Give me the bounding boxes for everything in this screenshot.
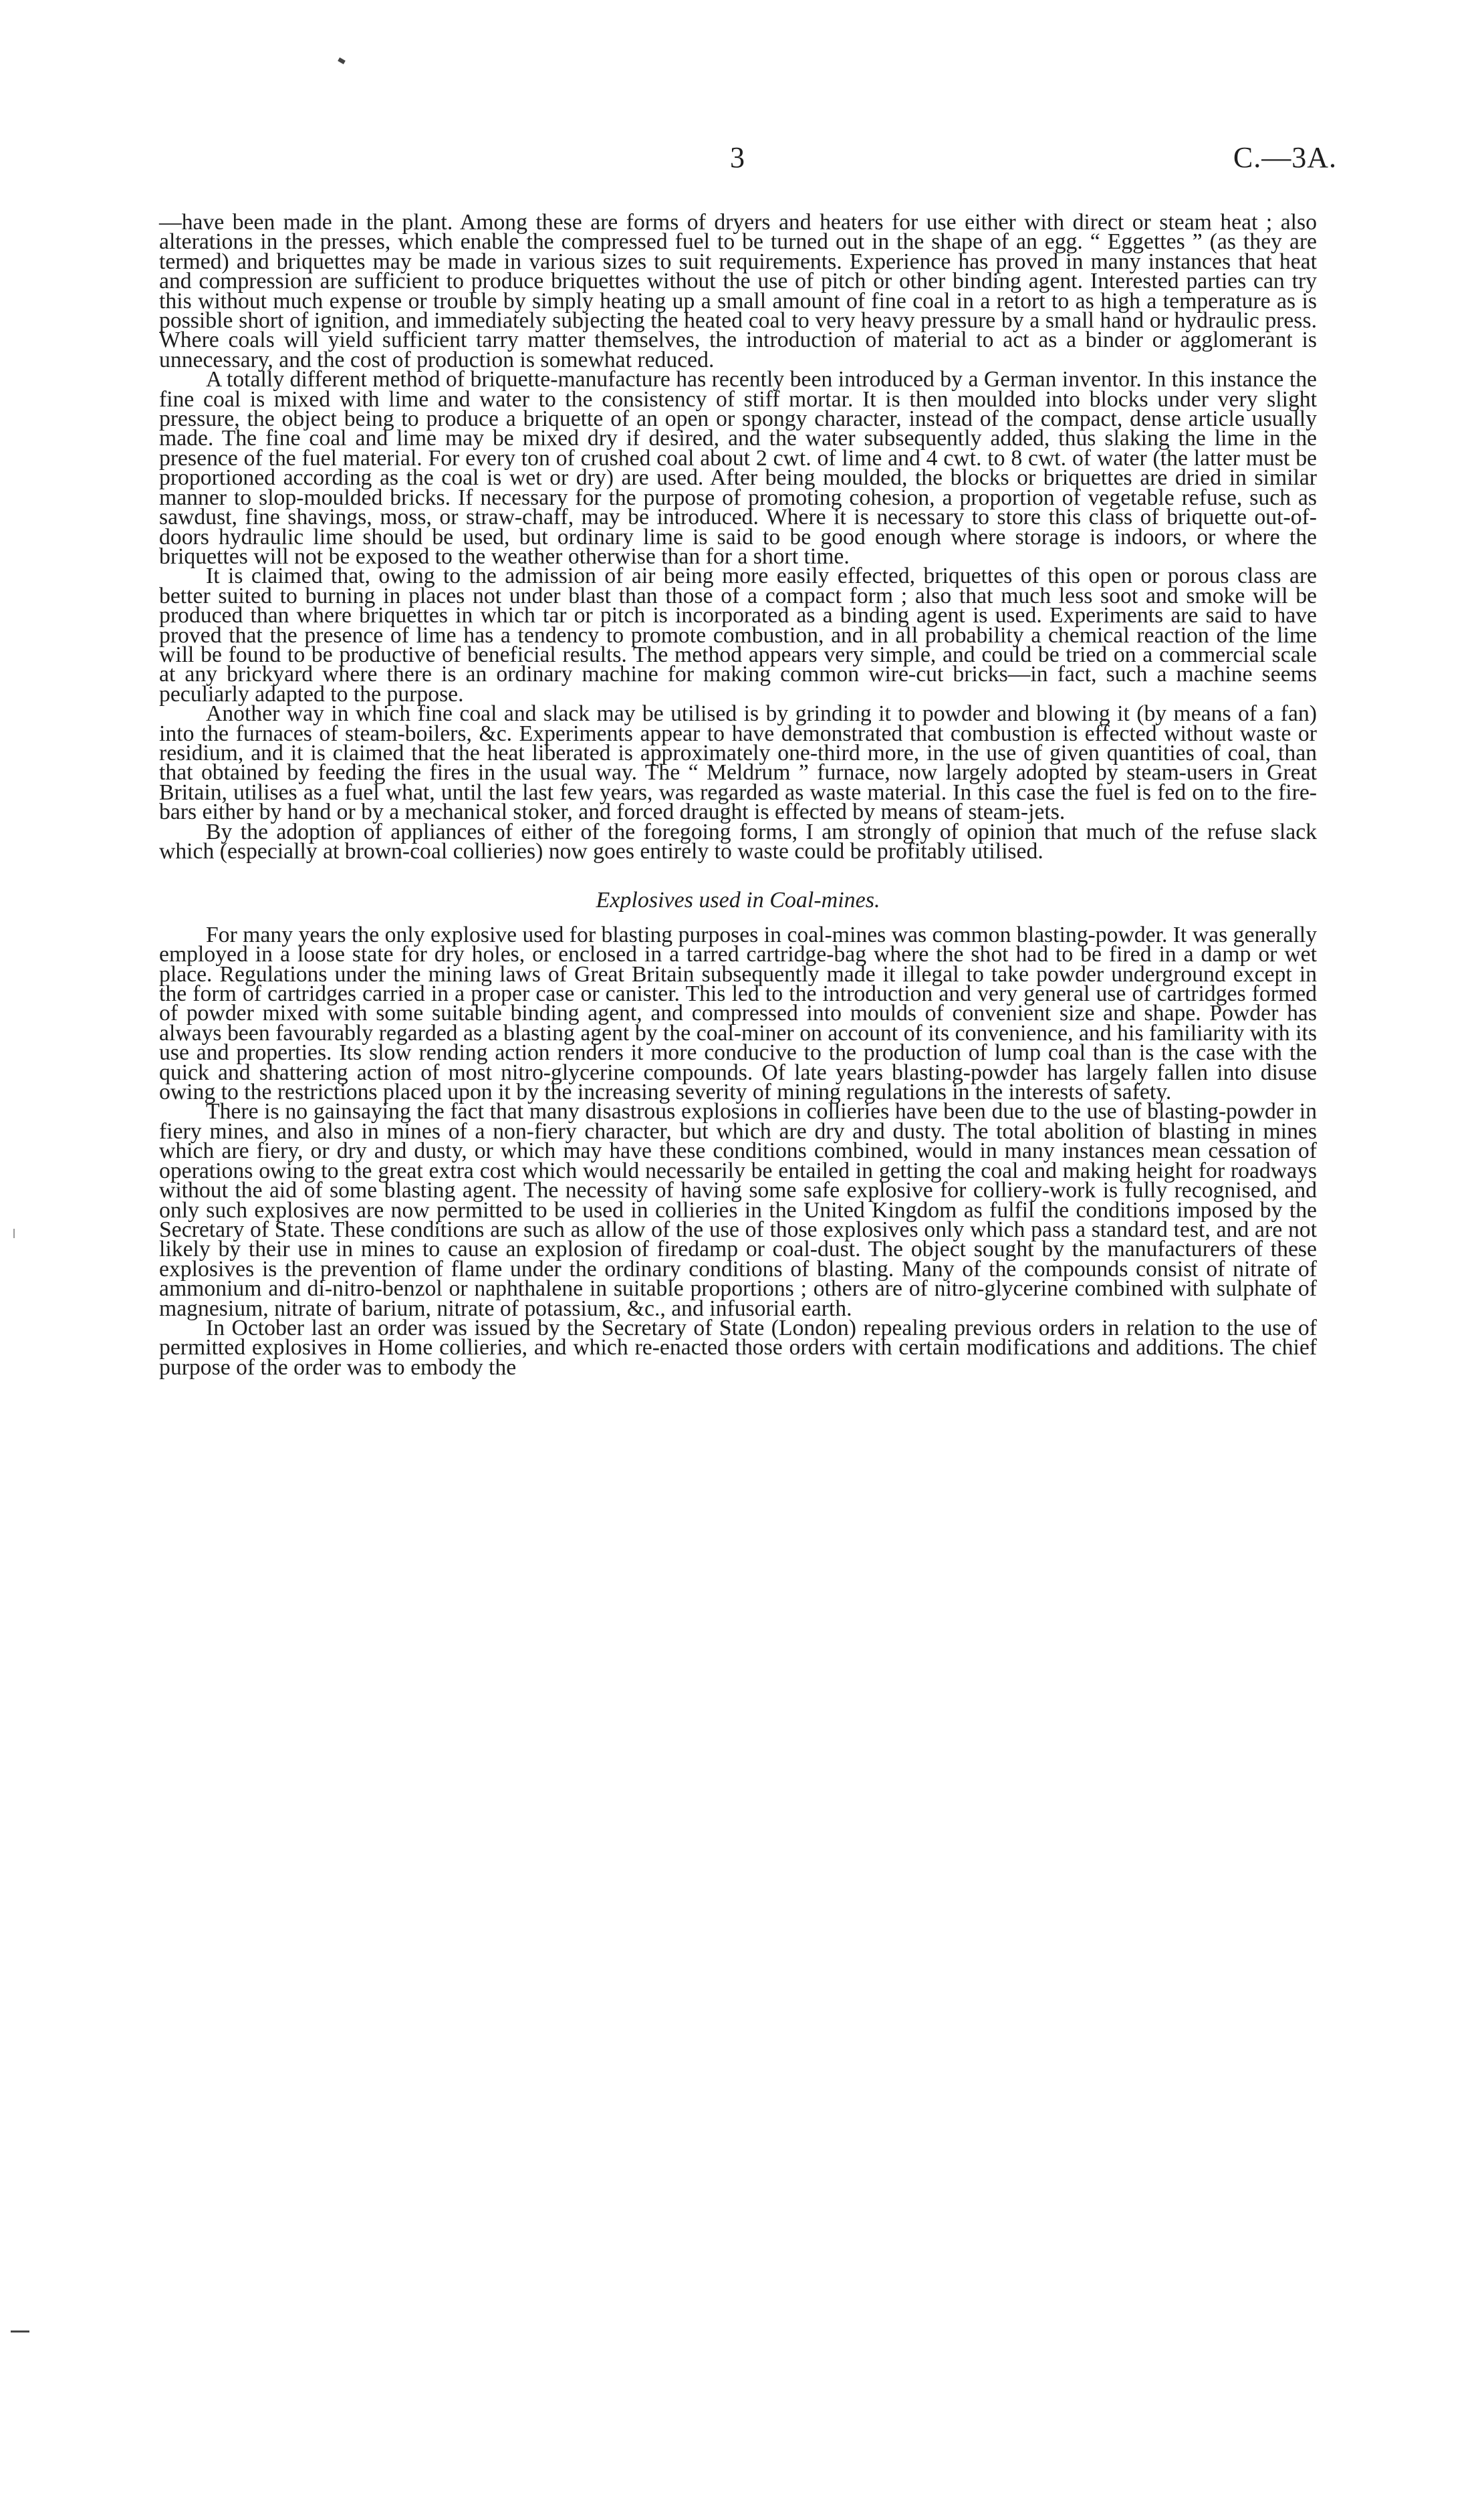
paragraph: It is claimed that, owing to the admission of air being more easily effected, briquettes of this open or porous class are better suited to burning in places not under blast than those of a compact form ; also that much less soot and smoke will be produced than where briquettes in which tar or pitch is incorporated as a binding agent is used. Experiments are said to have proved that the presence of lime has a tendency to promote combustion, and in all probability a chemical reaction of the lime will be found to be productive of beneficial results. The method appears very simple, and could be tried on a commercial scale at any brickyard where there is an ordinary machine for making common wire-cut bricks—in fact, such a machine seems peculiarly adapted to the purpose. [159,564,1317,707]
scan-speck [11,2330,29,2333]
page-header [209,140,1337,181]
page-number: 3 [730,141,745,174]
paragraph: By the adoption of appliances of either of the foregoing forms, I am strongly of opinion that much of the refuse slack which (especially at brown-coal collieries) now goes entirely to waste could be profitably utilised. [159,819,1317,864]
paragraph: —have been made in the plant. Among these are forms of dryers and heaters for use either with direct or steam heat ; also alterations in the presses, which enable the compressed fuel to be turned out in the shape of an egg. “ Eggettes ” (as they are termed) and briquettes may be made in various sizes to suit requirements. Experience has proved in many instances that heat and compression are sufficient to produce briquettes without the use of pitch or other binding agent. Interested parties can try this without much expense or trouble by simply heating up a small amount of fine coal in a retort to as high a temperature as is possible short of ignition, and immediately subjecting the heated coal to very heavy pressure by a small hand or hydraulic press. Where coals will yield sufficient tarry matter themselves, the introduction of material to act as a binder or agglomerant is unnecessary, and the cost of production is somewhat reduced. [159,210,1317,372]
paragraph: For many years the only explosive used for blasting purposes in coal-mines was common blasting-powder. It was generally employed in a loose state for dry holes, or enclosed in a tarred cartridge-bag where the shot had to be fired in a damp or wet place. Regulations under the mining laws of Great Britain subsequently made it illegal to take powder underground except in the form of cartridges carried in a proper case or canister. This led to the introduction and very general use of cartridges formed of powder mixed with some suitable binding agent, and compressed into moulds of convenient size and shape. Powder has always been favourably regarded as a blasting agent by the coal-miner on account of its convenience, and his familiarity with its use and properties. Its slow rending action renders it more conducive to the production of lump coal than is the case with the quick and shattering action of most nitro-glycerine compounds. Of late years blasting-powder has largely fallen into disuse owing to the restrictions placed upon it by the increasing severity of mining regulations in the interests of safety. [159,922,1317,1105]
body-text [159,210,1317,1380]
paragraph: Another way in which fine coal and slack may be utilised is by grinding it to powder and blowing it (by means of a fan) into the furnaces of steam-boilers, &c. Experiments appear to have demonstrated that combustion is effected without waste or residium, and it is claimed that the heat liberated is approximately one-third more, in the use of given quantities of coal, than that obtained by feeding the fires in the usual way. The “ Meldrum ” furnace, now largely adopted by steam-users in Great Britain, utilises as a fuel what, until the last few years, was regarded as waste material. In this case the fuel is fed on to the fire-bars either by hand or by a mechanical stoker, and forced draught is effected by means of steam-jets. [159,701,1317,825]
document-code: C.—3A. [1233,141,1337,174]
paragraph: A totally different method of briquette-manufacture has recently been introduced by a German inventor. In this instance the fine coal is mixed with lime and water to the consistency of stiff mortar. It is then moulded into blocks under very slight pressure, the object being to produce a briquette of an open or spongy character, instead of the compact, dense article usually made. The fine coal and lime may be mixed dry if desired, and the water subsequently added, thus slaking the lime in the presence of the fuel material. For every ton of crushed coal about 2 cwt. of lime and 4 cwt. to 8 cwt. of water (the latter must be proportioned according as the coal is wet or dry) are used. After being moulded, the blocks or briquettes are dried in similar manner to slop-moulded bricks. If necessary for the purpose of promoting cohesion, a proportion of vegetable refuse, such as sawdust, fine shavings, moss, or straw-chaff, may be introduced. Where it is necessary to store this class of briquette out-of-doors hydraulic lime should be used, but ordinary lime is said to be good enough where storage is indoors, or where the briquettes will not be exposed to the weather otherwise than for a short time. [159,367,1317,569]
scan-speck [338,57,346,64]
section-heading: Explosives used in Coal-mines. [596,888,880,913]
scan-speck [13,1229,15,1238]
paragraph: There is no gainsaying the fact that many disastrous explosions in collieries have been due to the use of blasting-powder in fiery mines, and also in mines of a non-fiery character, but which are dry and dusty. The total abolition of blasting in mines which are fiery, or dry and dusty, or which may have these conditions combined, would in many instances mean cessation of operations owing to the great extra cost which would necessarily be entailed in getting the coal and making height for roadways without the aid of some blasting agent. The necessity of having some safe explosive for colliery-work is fully recognised, and only such explosives are now permitted to be used in collieries in the United Kingdom as fulfil the conditions imposed by the Secretary of State. These conditions are such as allow of the use of those explosives only which pass a standard test, and are not likely by their use in mines to cause an explosion of firedamp or coal-dust. The object sought by the manufacturers of these explosives is the prevention of flame under the ordinary conditions of blasting. Many of the compounds consist of nitrate of ammonium and di-nitro-benzol or naphthalene in suitable proportions ; others are of nitro-glycerine combined with sulphate of magnesium, nitrate of barium, nitrate of potassium, &c., and infusorial earth. [159,1099,1317,1321]
paragraph: In October last an order was issued by the Secretary of State (London) repealing previous orders in relation to the use of permitted explosives in Home collieries, and which re-enacted those orders with certain modifications and additions. The chief purpose of the order was to embody the [159,1315,1317,1380]
